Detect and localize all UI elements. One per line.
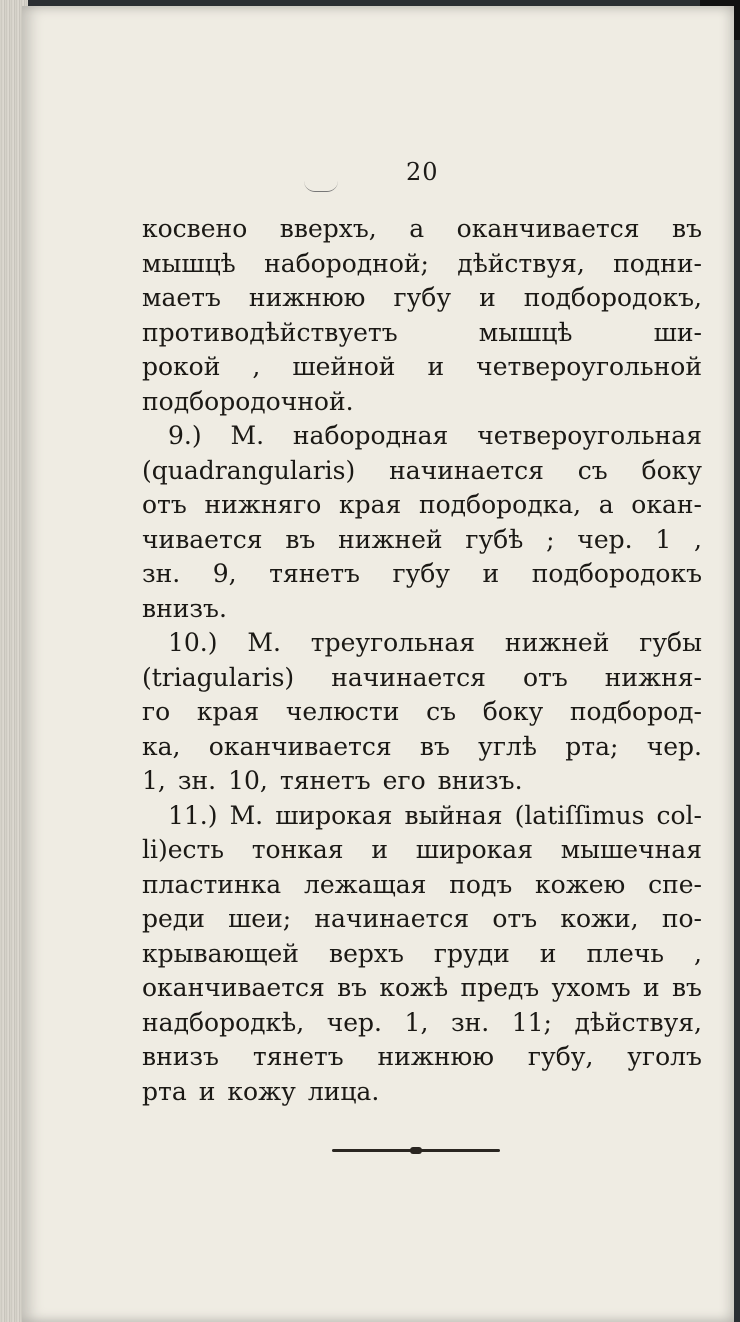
text-line: надбородкѣ, чер. 1, зн. 11; дѣйствуя, <box>142 1007 702 1037</box>
text-line: li)есть тонкая и широкая мышечная <box>142 835 702 864</box>
ink-smudge <box>304 181 338 192</box>
text-line: отъ нижняго края подбородка, а окан- <box>142 490 702 519</box>
text-line: внизъ. <box>142 593 227 623</box>
text-line: косвено вверхъ, а оканчивается въ <box>142 214 702 243</box>
text-line: 11.) М. широкая выйная (latiſſimus col- <box>168 800 702 830</box>
text-line: рта и кожу лица. <box>142 1076 380 1106</box>
text-line: внизъ тянетъ нижнюю губу, уголъ <box>142 1042 702 1071</box>
text-line: маетъ нижнюю губу и подбородокъ, <box>142 283 702 312</box>
text-line: 10.) М. треугольная нижней губы <box>168 628 702 657</box>
text-line: го края челюсти съ боку подбород- <box>142 697 702 726</box>
page-number: 20 <box>406 158 439 186</box>
text-line: мышцѣ набородной; дѣйствуя, подни- <box>142 248 702 278</box>
book-page <box>22 6 734 1322</box>
text-line: крывающей верхъ груди и плечь , <box>142 938 702 968</box>
text-line: рокой , шейной и четвероугольной <box>142 352 702 381</box>
text-line: 1, зн. 10, тянетъ его внизъ. <box>142 766 523 795</box>
text-line: (quadrangularis) начинается съ боку <box>142 455 702 485</box>
text-line: чивается въ нижней губѣ ; чер. 1 , <box>142 524 702 554</box>
text-line: (triagularis) начинается отъ нижня- <box>142 662 702 692</box>
text-line: оканчивается въ кожѣ предъ ухомъ и въ <box>142 973 702 1002</box>
body-text <box>142 212 702 1109</box>
text-line: пластинка лежащая подъ кожею спе- <box>142 869 702 899</box>
text-line: подбородочной. <box>142 386 354 416</box>
text-line: 9.) М. набородная четвероугольная <box>168 421 702 450</box>
text-line: реди шеи; начинается отъ кожи, по- <box>142 904 702 933</box>
text-line: ка, оканчивается въ углѣ рта; чер. <box>142 731 702 761</box>
text-line: противодѣйствуетъ мышцѣ ши- <box>142 317 702 347</box>
end-rule <box>332 1149 500 1152</box>
text-line: зн. 9, тянетъ губу и подбородокъ <box>142 559 702 588</box>
